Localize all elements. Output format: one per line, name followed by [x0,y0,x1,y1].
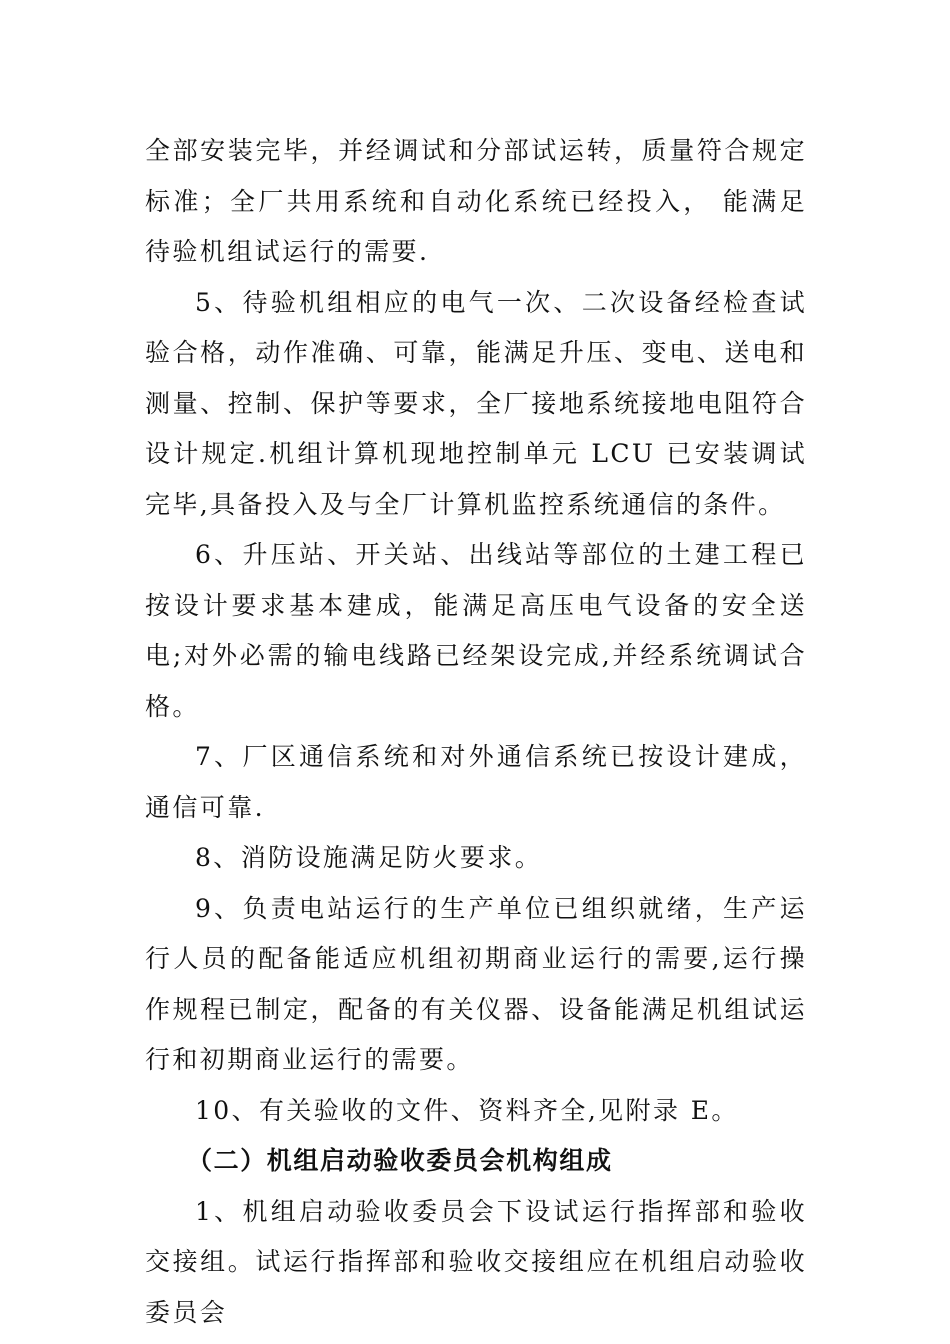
paragraph-item-8: 8、消防设施满足防火要求。 [195,843,543,872]
paragraph-item-5: 5、待验机组相应的电气一次、二次设备经检查试验合格，动作准确、可靠，能满足升压、变电、送电和测量、控制、保护等要求，全厂接地系统接地电阻符合设计规定.机组计算机现地控制单元 LCU 已安装调试完毕,具备投入及与全厂计算机监控系统通信的条件。 [145,287,807,519]
paragraph-item-6: 6、升压站、开关站、出线站等部位的土建工程已按设计要求基本建成，能满足高压电气设备的安全送电;对外必需的输电线路已经架设完成,并经系统调试合格。 [145,540,807,721]
section-heading: （二）机组启动验收委员会机构组成 [187,1146,613,1175]
paragraph-item-7: 7、厂区通信系统和对外通信系统已按设计建成，通信可靠. [145,742,807,822]
paragraph-continuation: 全部安装完毕，并经调试和分部试运转，质量符合规定标准；全厂共用系统和自动化系统已经投入， 能满足待验机组试运行的需要. [145,136,807,266]
paragraph-item-10: 10、有关验收的文件、资料齐全,见附录 E。 [195,1095,739,1125]
paragraph-section2-item-1: 1、机组启动验收委员会下设试运行指挥部和验收交接组。试运行指挥部和验收交接组应在机组启动验收委员会 [145,1196,807,1327]
paragraph-item-9: 9、负责电站运行的生产单位已组织就绪，生产运行人员的配备能适应机组初期商业运行的需要,运行操作规程已制定，配备的有关仪器、设备能满足机组试运行和初期商业运行的需要。 [145,893,807,1074]
document-page [145,126,807,1338]
